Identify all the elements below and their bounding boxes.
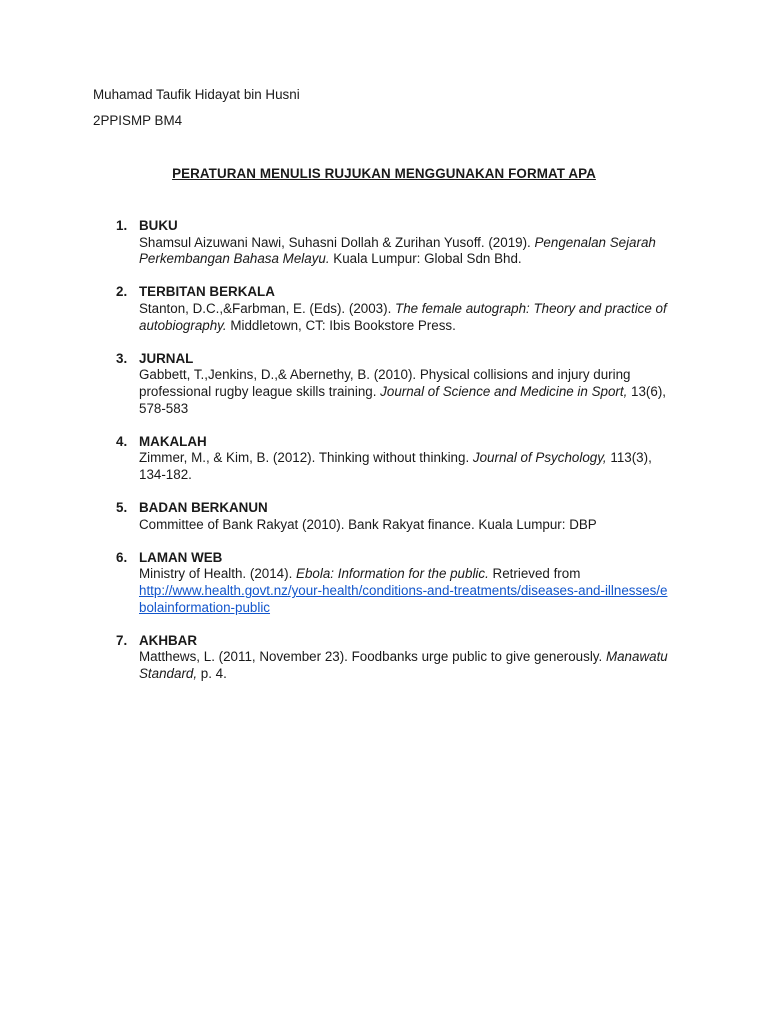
citation-text: 113(3), 134-182.: [139, 450, 652, 482]
citation-italic-title: Ebola: Information for the public.: [296, 566, 489, 582]
reference-url-link[interactable]: http://www.health.govt.nz/your-health/conditions-and-treatments/diseases-and-illnesses/ebolainformation-public: [139, 583, 668, 615]
reference-item-buku: [0, 218, 768, 268]
reference-heading: BUKU: [139, 218, 178, 233]
citation-italic-title: Pengenalan Sejarah Perkembangan Bahasa Melayu.: [139, 234, 656, 267]
reference-number: 6.: [116, 549, 128, 565]
citation-text: Shamsul Aizuwani Nawi, Suhasni Dollah & Zurihan Yusoff. (2019).: [139, 234, 535, 250]
reference-number: 1.: [116, 218, 128, 233]
reference-citation: [139, 649, 672, 682]
reference-heading: AKHBAR: [139, 632, 198, 648]
citation-text: Gabbett, T.,Jenkins, D.,& Abernethy, B. (2010). Physical collisions and injury during professional rugby league skills training.: [139, 367, 631, 399]
reference-heading: LAMAN WEB: [139, 549, 223, 565]
author-name: Muhamad Taufik Hidayat bin Husni: [93, 87, 300, 102]
reference-citation: [139, 301, 672, 334]
reference-citation: [139, 367, 672, 417]
citation-text: Matthews, L. (2011, November 23). Foodbanks urge public to give generously.: [139, 649, 606, 665]
citation-text: Stanton, D.C.,&Farbman, E. (Eds). (2003).: [139, 300, 396, 316]
reference-number: 7.: [116, 632, 128, 648]
reference-citation: [139, 235, 672, 268]
reference-item-terbitan-berkala: [0, 284, 768, 334]
reference-item-akhbar: [0, 633, 768, 683]
reference-number: 4.: [116, 433, 128, 449]
reference-item-laman-web: [0, 550, 768, 616]
reference-citation: [139, 517, 672, 534]
citation-italic-title: Journal of Psychology,: [472, 450, 607, 466]
citation-text: p. 4.: [197, 666, 227, 682]
reference-citation: [139, 566, 672, 583]
class-code: 2PPISMP BM4: [93, 113, 183, 128]
reference-list: [0, 218, 768, 699]
citation-text: Kuala Lumpur: Global Sdn Bhd.: [329, 251, 522, 267]
citation-text: Middletown, CT: Ibis Bookstore Press.: [226, 317, 456, 333]
reference-heading: JURNAL: [139, 350, 194, 366]
reference-heading: BADAN BERKANUN: [139, 500, 268, 516]
reference-number: 3.: [116, 350, 128, 366]
citation-text: Zimmer, M., & Kim, B. (2012). Thinking without thinking.: [139, 450, 473, 466]
citation-italic-title: Manawatu Standard,: [139, 649, 668, 682]
citation-text: Ministry of Health. (2014).: [139, 566, 297, 582]
citation-italic-title: Journal of Science and Medicine in Sport,: [380, 383, 628, 399]
citation-text: 13(6), 578-583: [139, 383, 667, 416]
reference-heading: MAKALAH: [139, 433, 207, 449]
reference-citation: [139, 450, 672, 483]
reference-number: 2.: [116, 284, 128, 300]
reference-heading: TERBITAN BERKALA: [139, 284, 275, 300]
document-title: PERATURAN MENULIS RUJUKAN MENGGUNAKAN FORMAT APA: [172, 166, 596, 181]
citation-text: Retrieved from: [488, 566, 581, 582]
reference-item-makalah: [0, 434, 768, 484]
citation-italic-title: The female autograph: Theory and practice of autobiography.: [139, 300, 667, 333]
reference-item-badan-berkanun: [0, 500, 768, 533]
reference-item-jurnal: [0, 351, 768, 417]
reference-number: 5.: [116, 500, 128, 516]
citation-text: Committee of Bank Rakyat (2010). Bank Rakyat finance. Kuala Lumpur: DBP: [139, 516, 597, 532]
